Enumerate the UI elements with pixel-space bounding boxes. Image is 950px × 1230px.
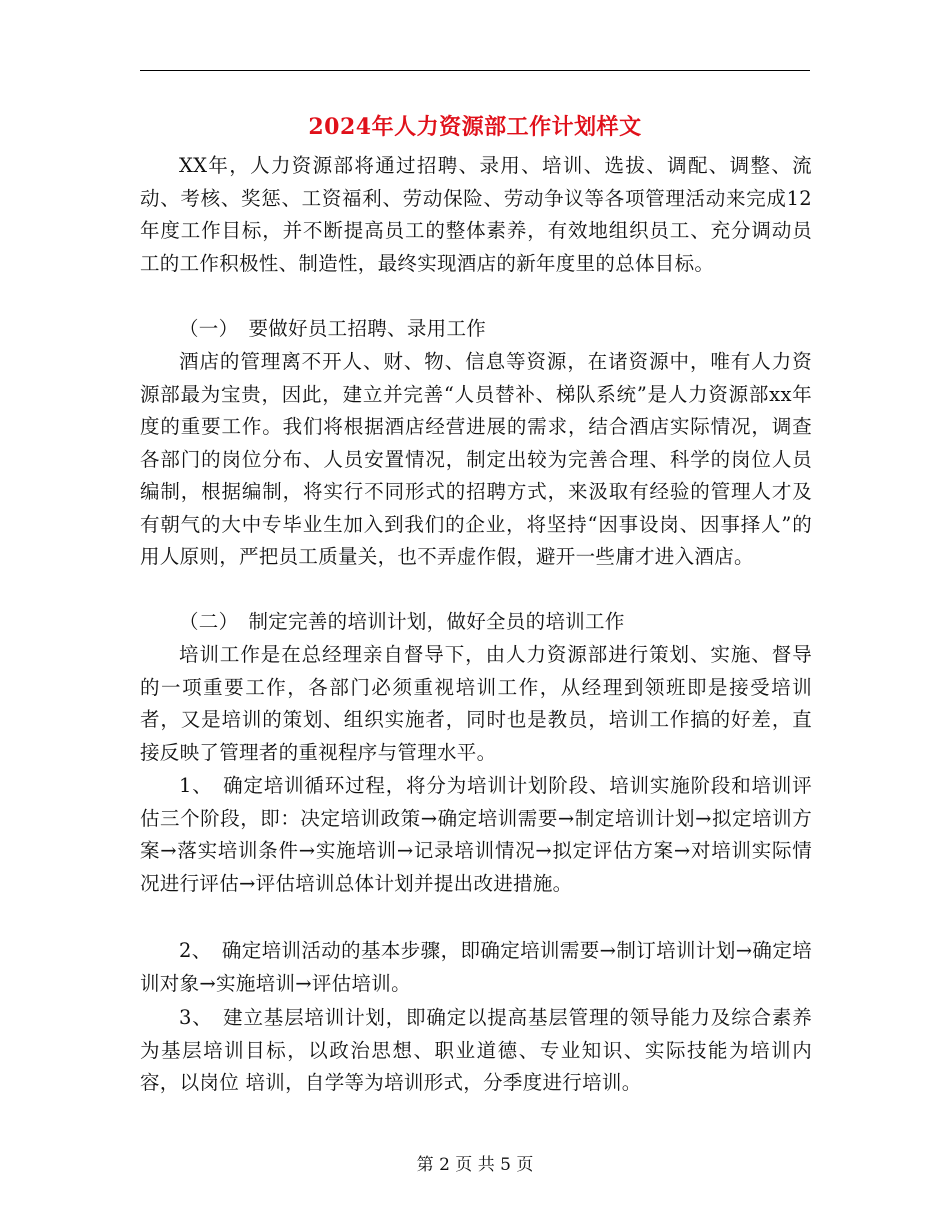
list-item-3: 3、 建立基层培训计划，即确定以提高基层管理的领导能力及综合素养为基层培训目标，以政治思想、职业道德、专业知识、实际技能为培训内容，以岗位 培训，自学等为培训形式，分季度进行培训。 <box>140 1006 812 1094</box>
list-item-1: 1、 确定培训循环过程，将分为培训计划阶段、培训实施阶段和培训评估三个阶段，即：决定培训政策→确定培训需要→制定培训计划→拟定培训方案→落实培训条件→实施培训→记录培训情况→拟定评估方案→对培训实际情况进行评估→评估培训总体计划并提出改进措施。 <box>140 774 812 895</box>
header-rule <box>140 70 810 71</box>
paragraph-training: 培训工作是在总经理亲自督导下，由人力资源部进行策划、实施、督导的一项重要工作，各部门必须重视培训工作，从经理到领班即是接受培训者，又是培训的策划、组织实施者，同时也是教员，培训工作搞的好差，直接反映了管理者的重视程序与管理水平。 <box>140 643 812 764</box>
paragraph-intro: XX年，人力资源部将通过招聘、录用、培训、选拔、调配、调整、流动、考核、奖惩、工资福利、劳动保险、劳动争议等各项管理活动来完成12年度工作目标，并不断提高员工的整体素养，有效地组织员工、充分调动员工的工作积极性、制造性，最终实现酒店的新年度里的总体目标。 <box>140 154 812 275</box>
list-item-2: 2、 确定培训活动的基本步骤，即确定培训需要→制订培训计划→确定培训对象→实施培训→评估培训。 <box>140 939 812 995</box>
paragraph-recruitment: 酒店的管理离不开人、财、物、信息等资源，在诸资源中，唯有人力资源部最为宝贵，因此，建立并完善“人员替补、梯队系统”是人力资源部xx年度的重要工作。我们将根据酒店经营进展的需求，结合酒店实际情况，调查各部门的岗位分布、人员安置情况，制定出较为完善合理、科学的岗位人员编制，根据编制，将实行不同形式的招聘方式，来汲取有经验的管理人才及有朝气的大中专毕业生加入到我们的企业，将坚持“因事设岗、因事择人”的用人原则，严把员工质量关，也不弄虚作假，避开一些庸才进入酒店。 <box>140 350 812 568</box>
section-heading-1: （一） 要做好员工招聘、录用工作 <box>179 317 487 340</box>
page-footer: 第 2 页 共 5 页 <box>416 1155 534 1175</box>
document-title: 2024年人力资源部工作计划样文 <box>308 114 642 140</box>
section-heading-2: （二） 制定完善的培训计划，做好全员的培训工作 <box>179 610 625 633</box>
